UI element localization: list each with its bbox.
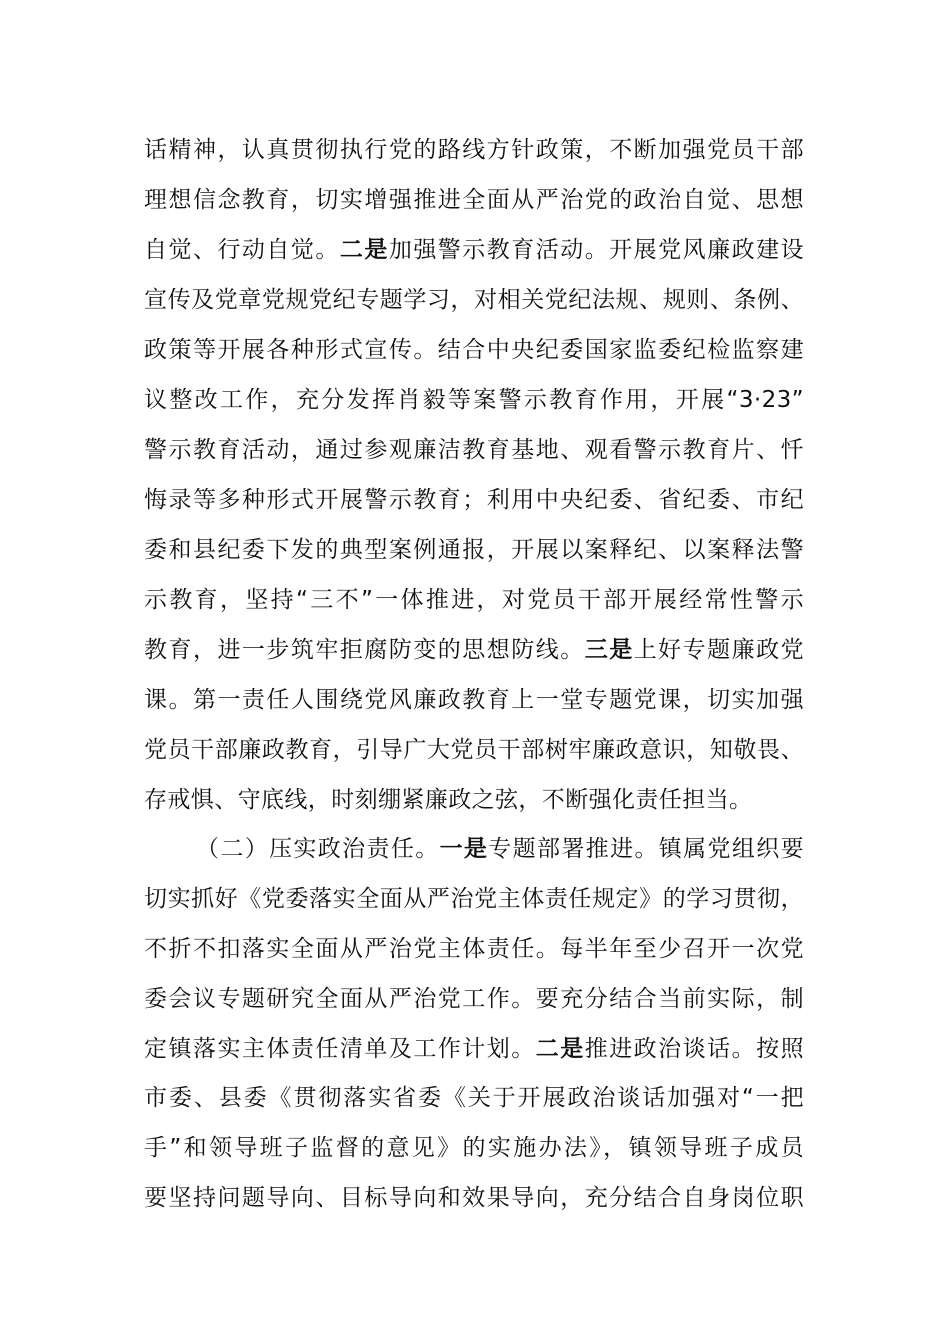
- text-run: 教育，进一步筑牢拒腐防变的思想防线。: [144, 637, 585, 663]
- text-line: [144, 380, 804, 420]
- text-line: [144, 630, 804, 670]
- paragraph-start-line: [196, 829, 804, 869]
- text-line: [144, 730, 804, 770]
- text-run: 定镇落实主体责任清单及工作计划。: [144, 1036, 536, 1062]
- text-line: [144, 580, 804, 620]
- text-line: [144, 879, 804, 919]
- bold-run: 二是: [535, 1036, 585, 1062]
- text-run: 话精神，认真贯彻执行党的路线方针政策，不断加强党员干部: [144, 137, 804, 163]
- text-run: 党员干部廉政教育，引导广大党员干部树牢廉政意识，知敬畏、: [144, 737, 804, 763]
- text-line: [144, 130, 804, 170]
- text-line: [144, 1178, 804, 1218]
- text-run: 推进政治谈话。按照: [584, 1036, 804, 1062]
- text-run: 课。第一责任人围绕党风廉政教育上一堂专题党课，切实加强: [144, 687, 804, 713]
- text-run: 上好专题廉政党: [633, 637, 804, 663]
- text-run: 存戒惧、守底线，时刻绷紧廉政之弦，不断强化责任担当。: [144, 787, 753, 813]
- text-line: [144, 330, 804, 370]
- text-run: 警示教育活动，通过参观廉洁教育基地、观看警示教育片、忏: [144, 437, 804, 463]
- text-run: 切实抓好《党委落实全面从严治党主体责任规定》的学习贯彻，: [144, 886, 804, 912]
- text-line: [144, 979, 804, 1019]
- text-run: 市委、县委《贯彻落实省委《关于开展政治谈话加强对“一把: [144, 1085, 804, 1111]
- text-run: 宣传及党章党规党纪专题学习，对相关党纪法规、规则、条例、: [144, 287, 804, 313]
- text-run: 要坚持问题导向、目标导向和效果导向，充分结合自身岗位职: [144, 1185, 804, 1211]
- text-line: [144, 929, 804, 969]
- text-run: 议整改工作，充分发挥肖毅等案警示教育作用，开展“3·23”: [144, 387, 804, 413]
- text-line: [144, 780, 804, 820]
- text-line: [144, 1078, 804, 1118]
- text-run: 示教育，坚持“三不”一体推进，对党员干部开展经常性警示: [144, 587, 804, 613]
- text-line: [144, 530, 804, 570]
- text-line: [144, 480, 804, 520]
- text-line: [144, 1128, 804, 1168]
- text-run: 委和县纪委下发的典型案例通报，开展以案释纪、以案释法警: [144, 537, 804, 563]
- text-run: 手”和领导班子监督的意见》的实施办法》，镇领导班子成员: [144, 1135, 804, 1161]
- text-line: [144, 680, 804, 720]
- text-line: [144, 230, 804, 270]
- text-run: 自觉、行动自觉。: [144, 237, 340, 263]
- text-line: [144, 430, 804, 470]
- text-run: 加强警示教育活动。开展党风廉政建设: [388, 237, 804, 263]
- text-run: 委会议专题研究全面从严治党工作。要充分结合当前实际，制: [144, 986, 804, 1012]
- text-run: 不折不扣落实全面从严治党主体责任。每半年至少召开一次党: [144, 936, 804, 962]
- bold-run: 二是: [339, 237, 389, 263]
- bold-run: 一是: [439, 836, 489, 862]
- text-run: （二）压实政治责任。: [196, 836, 440, 862]
- text-line: [144, 280, 804, 320]
- bold-run: 三是: [584, 637, 634, 663]
- text-line: [144, 1029, 804, 1069]
- text-run: 政策等开展各种形式宣传。结合中央纪委国家监委纪检监察建: [144, 337, 804, 363]
- text-run: 专题部署推进。镇属党组织要: [488, 836, 804, 862]
- text-line: [144, 180, 804, 220]
- text-run: 理想信念教育，切实增强推进全面从严治党的政治自觉、思想: [144, 187, 804, 213]
- text-run: 悔录等多种形式开展警示教育；利用中央纪委、省纪委、市纪: [144, 487, 804, 513]
